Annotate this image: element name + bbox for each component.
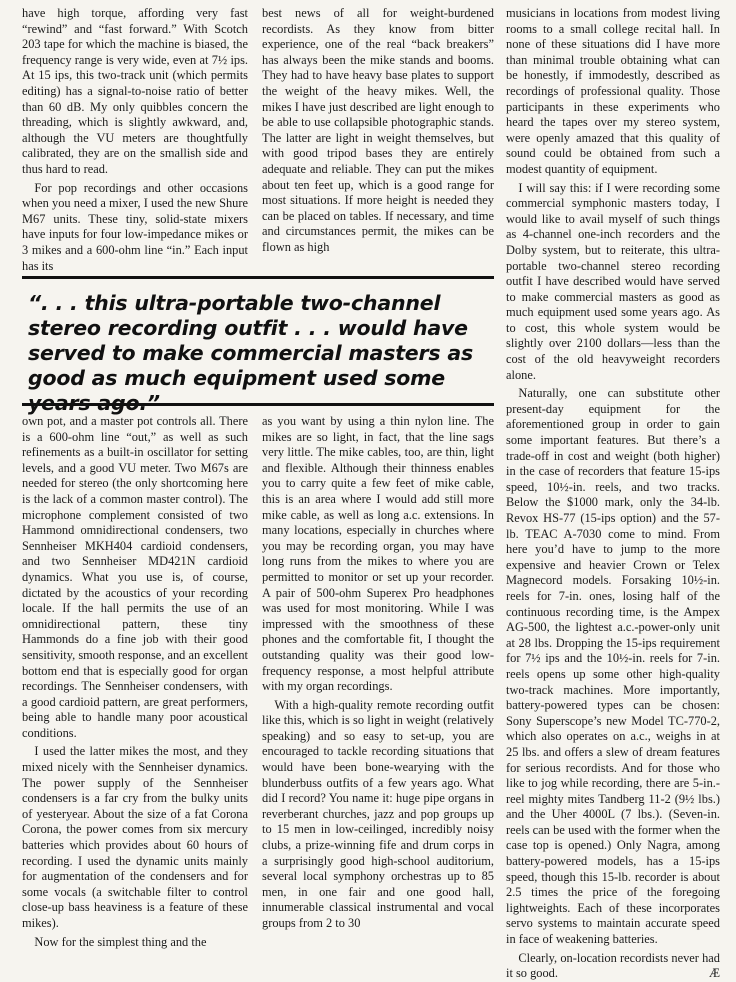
column-2-bottom (262, 414, 494, 932)
column-3 (506, 6, 720, 982)
paragraph: With a high-quality remote recording outfit like this, which is so light in weight (relatively speaking) and so easy to set-up, you are encouraged to tackle recording situations that would have been bone-wearying with the blunderbuss outfits of a few years ago. What did I record? You name it: huge pipe organs in reverberant churches, jazz and pop groups up to 15 men in low-ceilinged, incredibly noisy clubs, a prize-winning fife and drum corps in a surprisingly good high-school auditorium, several local symphony orchestras up to 85 men, in one fair and one good hall, innumerable classical instrumental and vocal groups from 2 to 30 (262, 697, 494, 930)
paragraph: For pop recordings and other occasions when you need a mixer, I used the new Shure M67 units. These tiny, solid-state mixers have inputs for four low-impedance mikes or 3 mikes and a 600-ohm line “in.” Each input has its (22, 180, 248, 273)
paragraph: Naturally, one can substitute other present-day equipment for the aforementioned group in order to gain some important features. But there’s a trade-off in cost and weight (both higher) in the case of recorders that feature 15-ips speed, 10½-in. reels, and two tracks. Below the $1000 mark, only the 34-lb. Revox HS-77 (15-ips option) and the 57-lb. TEAC A-7030 come to mind. From here you’d have to jump to the more expensive and heavier Crown or Telex Magnecord models. Forsaking 10½-in. reels for 7-in. ones, losing half of the continuous recording time, is the Ampex AG-500, the lightest a.c.-power-only unit at 28 lbs. Dropping the 15-ips requirement for 7½ ips and the 10½-in. reels for 7-in. reels opens up some other high-quality two-track machines. More importantly, battery-powered types can be chosen: Sony Superscope’s new Model TC-770-2, which also operates on a.c., weighs in at 25 lbs. and offers a slew of dream features for serious recordists. And for those who like to jog while recording, there are 5-in.-reel mighty mites Tandberg 11-2 (9½ lbs.) and the Uher 4000L (7 lbs.). (Seven-in. reels can be used with the former when the case top is opened.) Only Nagra, among battery-powered models, has a 15-ips speed, though this 15-lb. recorder is about 2.5 times the price of the foregoing lightweights. Each of these incorporates servo systems to maintain accurate speed in face of weakening batteries. (506, 386, 720, 947)
pull-quote-box (22, 276, 494, 415)
pull-quote: “. . . this ultra-portable two-channel stereo recording outfit . . . would have served to make commercial masters as good as much equipment used some years ago.” (28, 291, 473, 415)
paragraph: own pot, and a master pot controls all. There is a 600-ohm line “out,” as well as such refinements as a built-in oscillator for setting levels, and a good VU meter. Two M67s are needed for stereo (the only shortcoming here is the lack of a common master control). The microphone complement consisted of two Hammond omnidirectional condensers, two Sennheiser MKH404 cardioid condensers, and two Sennheiser MD421N cardioid dynamics. What you use is, of course, dictated by the acoustics of your recording locale. If the hall permits the use of an omnidirectional pattern, these tiny Hammonds do a fine job with their good sensitivity, smooth response, and an excellent bottom end that is especially good for organ recordings. The Sennheiser condensers, with a good cardioid pattern, are great performers, being able to handle many poor acoustical conditions. (22, 414, 248, 740)
end-mark: Æ (708, 966, 720, 981)
paragraph: musicians in locations from modest living rooms to a small college recital hall. In none of these situations did I have more than minimal trouble obtaining what can be honestly, if immodestly, described as recordings of professional quality. Those participants in these experiments who heard the tapes over my stereo system, were openly amazed that this quality of sound could be obtained from such a modest quantity of equipment. (506, 6, 720, 176)
paragraph: I used the latter mikes the most, and they mixed nicely with the Sennheiser dynamics. The power supply of the Sennheiser condensers is a far cry from the bulky units of yesteryear. About the size of a fat Corona Corona, the power comes from six mercury batteries which provides about 60 hours of recording. I used the dynamic units mainly for augmentation of the condensers and for some vocals (a switchable filter to control close-up bass heaviness is a feature of these mikes). (22, 744, 248, 930)
paragraph: Now for the simplest thing and the (34, 934, 207, 949)
paragraph: have high torque, affording very fast “rewind” and “fast forward.” With Scotch 203 tape for which the machine is biased, the frequency range is very wide, even at 7½ ips. At 15 ips, this two-track unit (which permits editing) has a signal-to-noise ratio of better than 60 dB. My only quibbles concern the threading, which is slightly awkward, and, although the VU meters are thoughtfully calibrated, they are on the smallish side and thus hard to read. (22, 6, 248, 176)
paragraph-closing (506, 951, 720, 982)
column-1-top (22, 6, 248, 274)
column-2-top (262, 6, 494, 256)
paragraph: best news of all for weight-burdened recordists. As they know from bitter experience, one of the real “back breakers” has always been the mike stands and booms. They had to have heavy base plates to support the weight of the heavy mikes. Well, the mikes I have just described are light enough to be able to use collapsible photographic stands. The latter are light in weight themselves, but with good tripod bases they are entirely adequate and reliable. They can put the mikes about ten feet up, which is a good range for most situations. If more height is needed they can be placed on tables. If necessary, and time and circumstances permit, the mikes can be flown as high (262, 6, 494, 254)
paragraph: I will say this: if I were recording some commercial symphonic masters today, I would like to avail myself of such things as 4-channel one-inch recorders and the Dolby system, but to reiterate, this ultra-portable two-channel stereo recording outfit I have described would have served to make commercial masters as good as much equipment used some years ago. As to cost, this whole system would be slightly over 2100 dollars—less than the cost of the old heavyweight recorders alone. (506, 180, 720, 382)
closing-text: Clearly, on-location recordists never had it so good. (506, 950, 720, 981)
paragraph: as you want by using a thin nylon line. The mikes are so light, in fact, that the line sags very little. The mike cables, too, are thin, light and flexible. Although their thinness enables you to carry quite a few feet of mike cable, this is an area where I would add still more mike cable, as well as long a.c. extensions. In many locations, especially in churches where you may be recording organ, you may have long runs from the mikes to where you are permitted to monitor or set up your recorder. A pair of 500-ohm Superex Pro headphones was used for most monitoring. While I was impressed with the smoothness of these phones and the comfortable fit, I thought the outstanding quality was their good low-frequency response, a most helpful attribute with my organ recordings. (262, 414, 494, 694)
column-1-bottom (22, 414, 248, 950)
